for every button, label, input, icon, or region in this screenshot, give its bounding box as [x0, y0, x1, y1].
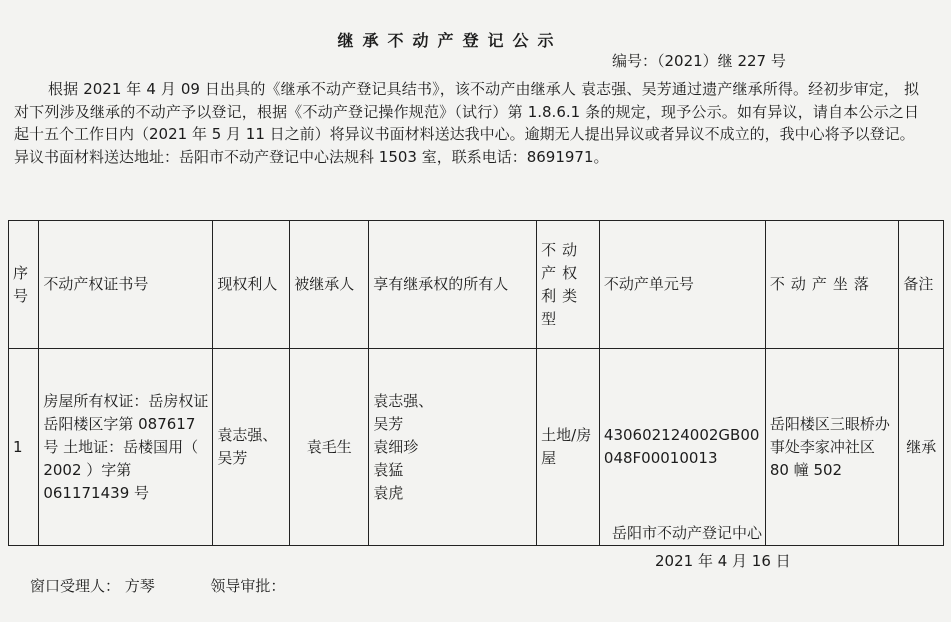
objection-address: 异议书面材料送达地址：岳阳市不动产登记中心法规科 1503 室，联系电话：8691971。	[14, 147, 609, 166]
document-number: 编号：（2021）继 227 号	[612, 52, 786, 70]
receiver-label: 窗口受理人：	[30, 577, 121, 595]
cell-cert: 房屋所有权证：岳房权证岳阳楼区字第 087617 号 土地证：岳楼国用（ 2002 ）字第 061171439 号	[39, 349, 213, 546]
notice-paragraph: 根据 2021 年 4 月 09 日出具的《继承不动产登记具结书》，该不动产由继承人 袁志强、吴芳通过遗产继承所得。经初步审定， 拟对下列涉及继承的不动产予以登记，根据《不动产登记操作规范》（试行）第 1.8.6.1 条的规定，现予公示。如有异议，请自本公示之日起十五个工作日内（2021 年 5 月 11 日之前）将异议书面材料送达我中心。逾期无人提出异议或者异议不成立的，我中心将予以登记。	[14, 80, 919, 143]
header-heirs: 享有继承权的所有人	[369, 221, 537, 349]
heir-name: 袁虎	[373, 483, 404, 502]
header-seq: 序号	[9, 221, 39, 349]
signature-line	[30, 575, 285, 596]
issue-date: 2021 年 4 月 16 日	[655, 552, 791, 570]
header-location: 不动产坐落	[765, 221, 899, 349]
property-table	[8, 220, 944, 546]
table-row	[9, 349, 944, 546]
table-header-row	[9, 221, 944, 349]
header-right-type: 不动产权利类型	[537, 221, 600, 349]
heir-name: 袁猛	[373, 460, 404, 479]
cell-remark: 继承	[899, 349, 944, 546]
heir-name: 袁志强、	[373, 391, 434, 410]
cell-heirs	[369, 349, 537, 546]
issuing-organization: 岳阳市不动产登记中心	[612, 524, 763, 542]
document-title: 继承不动产登记公示	[337, 31, 563, 50]
approver-label: 领导审批：	[210, 577, 286, 595]
cell-decedent: 袁毛生	[290, 349, 369, 546]
header-unit-no: 不动产单元号	[599, 221, 765, 349]
heir-name: 吴芳	[373, 414, 404, 433]
notice-body	[14, 78, 919, 168]
cell-right-type: 土地/房屋	[537, 349, 600, 546]
cell-unit-no: 430602124002GB00048F00010013	[599, 349, 765, 546]
cell-location: 岳阳楼区三眼桥办事处李家冲社区 80 幢 502	[765, 349, 899, 546]
header-cert: 不动产权证书号	[39, 221, 213, 349]
heir-name: 袁细珍	[373, 437, 419, 456]
header-remark: 备注	[899, 221, 944, 349]
cell-owner: 袁志强、吴芳	[213, 349, 290, 546]
cell-seq: 1	[9, 349, 39, 546]
receiver-name: 方琴	[124, 577, 155, 595]
header-decedent: 被继承人	[290, 221, 369, 349]
header-owner: 现权利人	[213, 221, 290, 349]
